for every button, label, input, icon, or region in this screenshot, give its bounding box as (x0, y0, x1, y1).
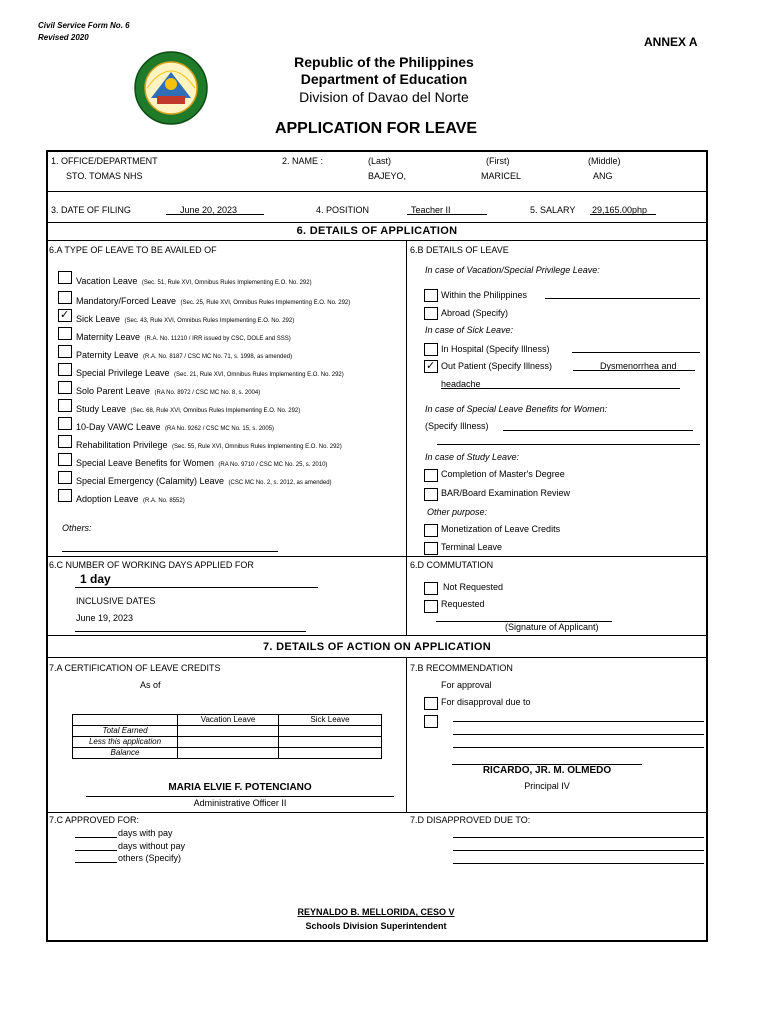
bar-review-label: BAR/Board Examination Review (441, 488, 571, 498)
monetization-checkbox[interactable] (424, 524, 438, 537)
row-label-total-earned: Total Earned (73, 726, 178, 737)
check-mark-icon: ✓ (60, 309, 70, 321)
first-name-label: (First) (486, 156, 510, 166)
first-name-value[interactable]: MARICEL (481, 171, 522, 181)
leave-type-item (76, 381, 260, 399)
leave-type-checkbox[interactable] (58, 271, 72, 284)
section-7-title: 7. DETAILS OF ACTION ON APPLICATION (262, 641, 492, 653)
hospital-line[interactable] (572, 352, 700, 353)
out-patient-checkbox[interactable] (424, 360, 438, 373)
form-number: Civil Service Form No. 6 (38, 21, 130, 30)
for-disapproval-checkbox[interactable] (424, 697, 438, 710)
leave-credits-table (72, 714, 382, 759)
balance-vacation-cell[interactable] (178, 748, 279, 759)
less-application-sick-cell[interactable] (279, 737, 382, 748)
in-hospital-label: In Hospital (Specify Illness) (441, 344, 550, 354)
leave-type-item (76, 309, 294, 327)
position-value[interactable]: Teacher II (411, 205, 451, 215)
col-header-vacation: Vacation Leave (178, 715, 279, 726)
leave-type-legal-basis: (R.A. No. 8552) (143, 498, 185, 504)
office-value[interactable]: STO. TOMAS NHS (66, 171, 143, 181)
sick-case-label: In case of Sick Leave: (425, 325, 514, 335)
within-philippines-label: Within the Philippines (441, 290, 528, 300)
leave-type-label: Adoption Leave (76, 494, 139, 504)
divider (46, 191, 708, 192)
name-label: 2. NAME : (282, 156, 324, 166)
leave-type-checkbox[interactable] (58, 381, 72, 394)
leave-type-legal-basis: (RA No. 8972 / CSC MC No. 8, s. 2004) (154, 390, 261, 396)
leave-type-legal-basis: (CSC MC No. 2, s. 2012, as amended) (228, 480, 332, 486)
leave-type-checkbox[interactable] (58, 345, 72, 358)
office-label: 1. OFFICE/DEPARTMENT (51, 156, 158, 166)
recommending-officer-title: Principal IV (524, 781, 570, 791)
leave-type-checkbox[interactable] (58, 471, 72, 484)
days-with-pay-line[interactable] (75, 837, 117, 838)
form-frame (46, 150, 708, 942)
check-mark-icon: ✓ (426, 360, 436, 372)
not-requested-checkbox[interactable] (424, 582, 438, 595)
superintendent-title: Schools Division Superintendent (305, 921, 447, 931)
study-case-label: In case of Study Leave: (425, 452, 520, 462)
divider (46, 240, 708, 241)
filing-date-label: 3. DATE OF FILING (51, 205, 131, 215)
leave-type-item (76, 345, 292, 363)
abroad-label: Abroad (Specify) (441, 308, 509, 318)
leave-type-item (76, 291, 350, 309)
total-earned-sick-cell[interactable] (279, 726, 382, 737)
days-without-pay-line[interactable] (75, 850, 117, 851)
underline (573, 370, 695, 371)
leave-type-label: Mandatory/Forced Leave (76, 296, 177, 306)
7c-heading: 7.C APPROVED FOR: (49, 815, 140, 825)
form-title: APPLICATION FOR LEAVE (274, 120, 478, 137)
6d-heading: 6.D COMMUTATION (410, 560, 494, 570)
abroad-checkbox[interactable] (424, 307, 438, 320)
underline (75, 631, 306, 632)
leave-type-label: Rehabilitation Privilege (76, 440, 168, 450)
masters-checkbox[interactable] (424, 469, 438, 482)
illness-line[interactable] (503, 430, 693, 431)
illness-line-2[interactable] (437, 444, 700, 445)
row-label-less-application: Less this application (73, 737, 178, 748)
leave-type-item (76, 453, 327, 471)
leave-type-item (76, 471, 332, 489)
annex-label: ANNEX A (644, 35, 698, 49)
divider (46, 635, 708, 636)
disapproval-reason-line[interactable] (453, 721, 704, 722)
underline (590, 214, 656, 215)
requested-label: Requested (441, 599, 485, 609)
leave-type-legal-basis: (Sec. 21, Rule XVI, Omnibus Rules Implementing E.O. No. 292) (174, 372, 344, 378)
salary-value[interactable]: 29,165.00php (592, 205, 648, 215)
salary-label: 5. SALARY (530, 205, 576, 215)
total-earned-vacation-cell[interactable] (178, 726, 279, 737)
leave-type-legal-basis: (Sec. 55, Rule XVI, Omnibus Rules Implementing E.O. No. 292) (172, 444, 342, 450)
section-6-title: 6. DETAILS OF APPLICATION (296, 225, 458, 237)
out-patient-value-2[interactable]: headache (441, 379, 481, 389)
leave-type-item (76, 489, 185, 507)
others-line[interactable] (62, 551, 278, 552)
leave-type-checkbox[interactable] (58, 453, 72, 466)
form-revision: Revised 2020 (38, 33, 89, 42)
disapproved-reason-line[interactable] (453, 837, 704, 838)
disapproval-reason-line[interactable] (453, 734, 704, 735)
leave-type-checkbox[interactable] (58, 327, 72, 340)
underline (407, 214, 487, 215)
leave-type-label: Special Privilege Leave (76, 368, 170, 378)
days-with-pay-label: days with pay (118, 828, 173, 838)
underline (75, 587, 318, 588)
other-purpose-label: Other purpose: (427, 507, 488, 517)
leave-type-item (76, 417, 274, 435)
leave-type-checkbox[interactable] (58, 309, 72, 322)
others-label: Others: (62, 523, 92, 533)
leave-type-label: Paternity Leave (76, 350, 139, 360)
bar-review-checkbox[interactable] (424, 488, 438, 501)
last-name-label: (Last) (368, 156, 392, 166)
leave-type-label: Study Leave (76, 404, 127, 414)
leave-type-label: Special Leave Benefits for Women (76, 458, 214, 468)
header-division: Division of Davao del Norte (299, 89, 469, 105)
last-name-value[interactable]: BAJEYO, (368, 171, 407, 181)
leave-type-checkbox[interactable] (58, 399, 72, 412)
specify-illness-label: (Specify Illness) (425, 421, 489, 431)
leave-type-item (76, 271, 312, 289)
monetization-label: Monetization of Leave Credits (441, 524, 561, 534)
leave-type-legal-basis: (Sec. 25, Rule XVI, Omnibus Rules Implementing E.O. No. 292) (180, 300, 351, 306)
underline (441, 388, 680, 389)
within-line[interactable] (545, 298, 700, 299)
terminal-leave-checkbox[interactable] (424, 542, 438, 555)
leave-type-label: 10-Day VAWC Leave (76, 422, 161, 432)
6b-heading: 6.B DETAILS OF LEAVE (410, 245, 509, 255)
leave-type-label: Special Emergency (Calamity) Leave (76, 476, 225, 486)
leave-type-legal-basis: (RA No. 9710 / CSC MC No. 25, s. 2010) (218, 462, 328, 468)
leave-type-legal-basis: (RA No. 9262 / CSC MC No. 15, s. 2005) (165, 426, 275, 432)
col-header-sick: Sick Leave (279, 715, 382, 726)
header-republic: Republic of the Philippines (294, 54, 474, 70)
less-application-vacation-cell[interactable] (178, 737, 279, 748)
leave-type-checkbox[interactable] (58, 417, 72, 430)
leave-type-label: Vacation Leave (76, 276, 138, 286)
table-corner-cell (73, 715, 178, 726)
leave-type-legal-basis: (Sec. 68, Rule XVI, Omnibus Rules Implementing E.O. No. 292) (130, 408, 301, 414)
divider (46, 657, 708, 658)
7a-heading: 7.A CERTIFICATION OF LEAVE CREDITS (49, 663, 221, 673)
divider (46, 222, 708, 223)
out-patient-label: Out Patient (Specify Illness) (441, 361, 553, 371)
position-label: 4. POSITION (316, 205, 370, 215)
for-disapproval-label: For disapproval due to (441, 697, 531, 707)
leave-type-checkbox[interactable] (58, 363, 72, 376)
middle-name-value[interactable]: ANG (593, 171, 613, 181)
divider (46, 812, 708, 813)
leave-type-legal-basis: (R.A. No. 8187 / CSC MC No. 71, s. 1998, as amended) (143, 354, 293, 360)
leave-type-checkbox[interactable] (58, 435, 72, 448)
superintendent-name: REYNALDO B. MELLORIDA, CESO V (297, 907, 455, 917)
not-requested-label: Not Requested (443, 582, 504, 592)
7d-heading: 7.D DISAPPROVED DUE TO: (410, 815, 531, 825)
leave-type-item (76, 399, 300, 417)
column-divider (406, 240, 407, 635)
6c-heading: 6.C NUMBER OF WORKING DAYS APPLIED FOR (49, 560, 254, 570)
recommending-officer-name: RICARDO, JR. M. OLMEDO (482, 765, 612, 776)
header-department: Department of Education (300, 71, 468, 87)
column-divider (406, 657, 407, 812)
disapproved-reason-line[interactable] (453, 863, 704, 864)
admin-officer-name: MARIA ELVIE F. POTENCIANO (168, 782, 312, 793)
leave-type-legal-basis: (Sec. 51, Rule XVI, Omnibus Rules Implementing E.O. No. 292) (141, 280, 312, 286)
days-without-pay-label: days without pay (118, 841, 186, 851)
leave-type-item (76, 435, 342, 453)
out-patient-value[interactable]: Dysmenorrhea and (600, 361, 677, 371)
leave-type-label: Maternity Leave (76, 332, 141, 342)
7b-heading: 7.B RECOMMENDATION (410, 663, 513, 673)
leave-type-item (76, 327, 291, 345)
women-case-label: In case of Special Leave Benefits for Women: (425, 404, 608, 414)
6a-heading: 6.A TYPE OF LEAVE TO BE AVAILED OF (49, 245, 217, 255)
underline (166, 214, 264, 215)
as-of-label: As of (140, 680, 161, 690)
others-specify-line[interactable] (75, 862, 117, 863)
row-label-balance: Balance (73, 748, 178, 759)
balance-sick-cell[interactable] (279, 748, 382, 759)
leave-type-label: Sick Leave (76, 314, 121, 324)
leave-type-checkbox[interactable] (58, 291, 72, 304)
admin-officer-title: Administrative Officer II (193, 798, 287, 808)
leave-type-legal-basis: (Sec. 43, Rule XVI, Omnibus Rules Implementing E.O. No. 292) (124, 318, 295, 324)
masters-label: Completion of Master's Degree (441, 469, 565, 479)
leave-type-legal-basis: (R.A. No. 11210 / IRR issued by CSC, DOLE and SSS) (144, 336, 291, 342)
inclusive-dates-value[interactable]: June 19, 2023 (76, 613, 134, 623)
vacation-case-label: In case of Vacation/Special Privilege Leave: (425, 265, 600, 275)
filing-date-value[interactable]: June 20, 2023 (180, 205, 238, 215)
within-philippines-checkbox[interactable] (424, 289, 438, 302)
disapproved-reason-line[interactable] (453, 850, 704, 851)
working-days-value[interactable]: 1 day (80, 572, 111, 586)
for-approval-checkbox[interactable] (424, 715, 438, 728)
underline (86, 796, 394, 797)
leave-type-label: Solo Parent Leave (76, 386, 151, 396)
disapproval-reason-line[interactable] (453, 747, 704, 748)
for-approval-label: For approval (441, 680, 492, 690)
signature-label: (Signature of Applicant) (505, 622, 599, 632)
leave-type-checkbox[interactable] (58, 489, 72, 502)
others-specify-label: others (Specify) (118, 853, 182, 863)
divider (46, 556, 708, 557)
terminal-leave-label: Terminal Leave (441, 542, 503, 552)
in-hospital-checkbox[interactable] (424, 343, 438, 356)
middle-name-label: (Middle) (588, 156, 621, 166)
requested-checkbox[interactable] (424, 600, 438, 613)
leave-type-item (76, 363, 344, 381)
inclusive-dates-label: INCLUSIVE DATES (76, 596, 156, 606)
